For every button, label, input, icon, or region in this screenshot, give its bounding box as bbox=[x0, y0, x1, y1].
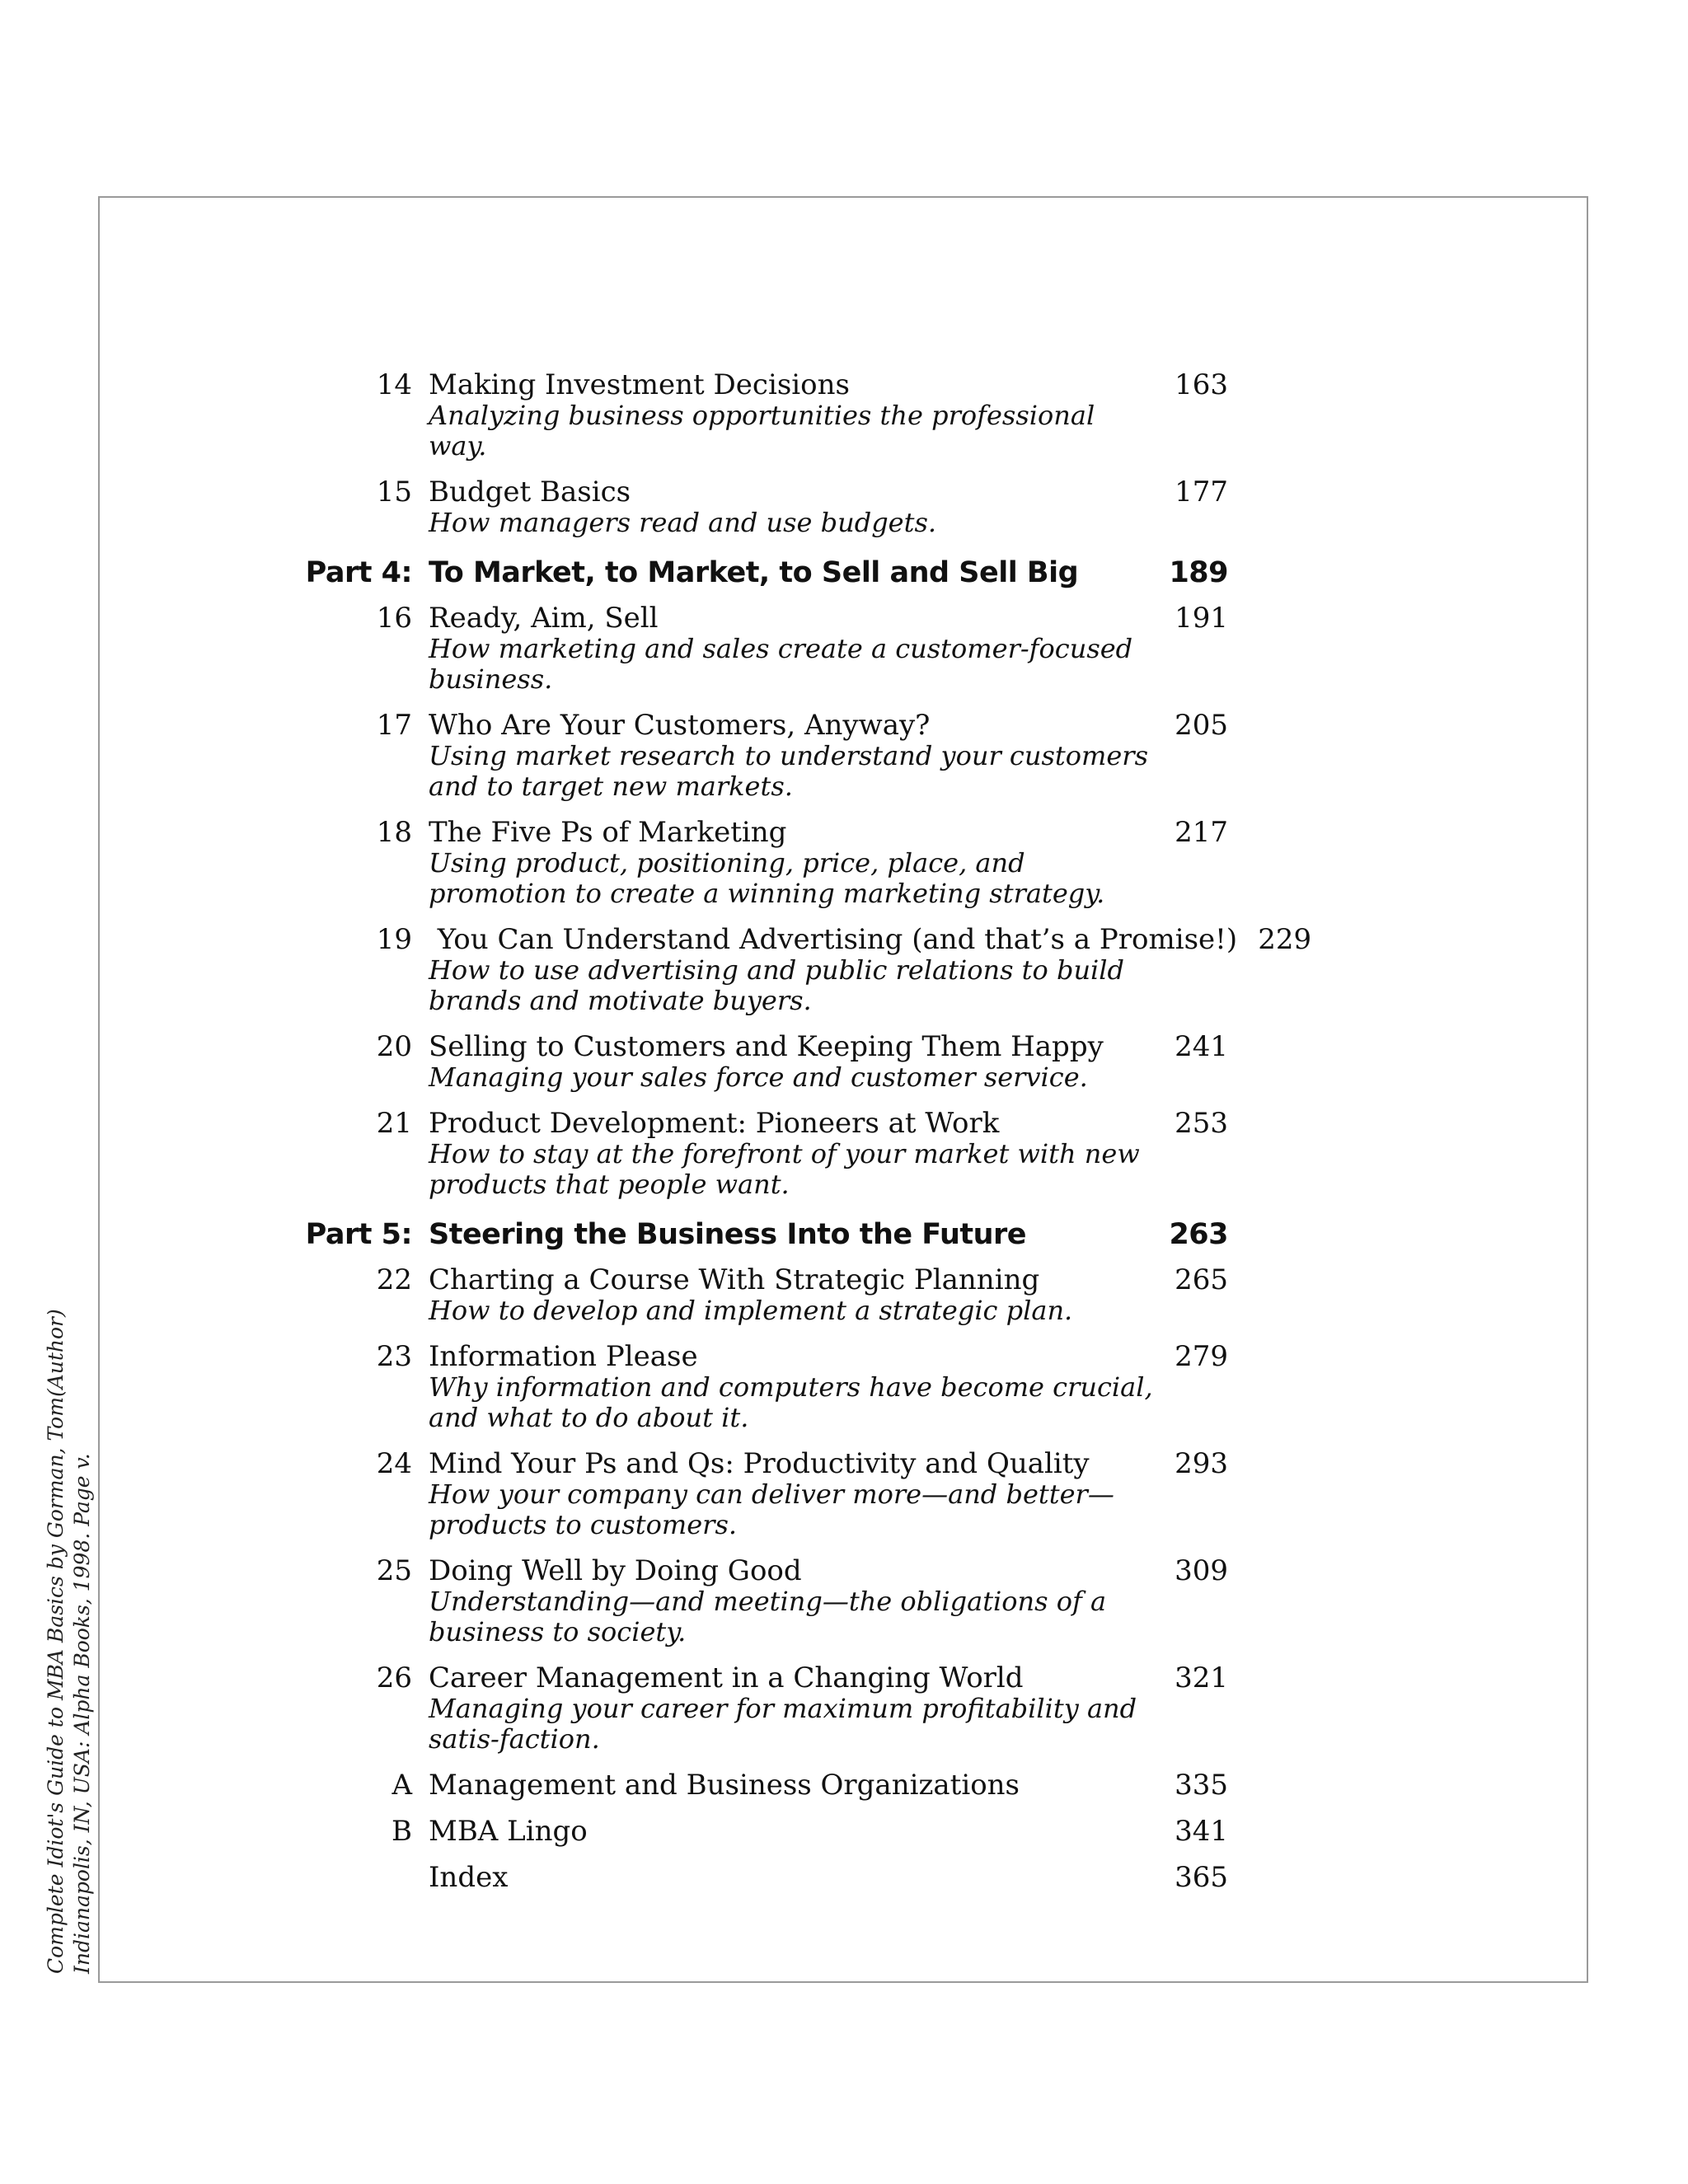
toc-entry-appendix-a bbox=[305, 1769, 1228, 1801]
chapter-number: 18 bbox=[376, 816, 412, 849]
chapter-description: How to stay at the forefront of your market with new products that people want. bbox=[429, 1138, 1140, 1200]
toc-entry-14 bbox=[305, 369, 1228, 462]
chapter-page: 177 bbox=[1175, 476, 1228, 509]
appendix-letter: B bbox=[392, 1815, 412, 1848]
chapter-title: Ready, Aim, Sell bbox=[429, 602, 659, 635]
chapter-description: Using market research to understand your customers and to target new markets. bbox=[429, 740, 1148, 802]
chapter-page: 163 bbox=[1175, 368, 1228, 401]
chapter-number: 24 bbox=[376, 1447, 412, 1480]
appendix-page: 335 bbox=[1175, 1769, 1228, 1802]
chapter-title: Budget Basics bbox=[429, 476, 631, 509]
chapter-number: 23 bbox=[376, 1340, 412, 1373]
index-page: 365 bbox=[1175, 1861, 1228, 1894]
part-label: Part 5: bbox=[305, 1218, 412, 1251]
toc-entry-26 bbox=[305, 1662, 1228, 1755]
appendix-letter: A bbox=[392, 1769, 412, 1802]
chapter-page: 241 bbox=[1175, 1030, 1228, 1063]
part-page: 189 bbox=[1169, 556, 1228, 589]
chapter-number: 25 bbox=[376, 1554, 412, 1587]
chapter-title: Selling to Customers and Keeping Them Happy bbox=[429, 1030, 1104, 1063]
chapter-number: 20 bbox=[376, 1030, 412, 1063]
chapter-description: How to use advertising and public relations to build brands and motivate buyers. bbox=[429, 954, 1124, 1016]
chapter-description: How to develop and implement a strategic plan. bbox=[429, 1295, 1073, 1326]
chapter-number: 19 bbox=[376, 923, 412, 956]
toc-entry-18 bbox=[305, 817, 1228, 909]
chapter-page: 309 bbox=[1175, 1554, 1228, 1587]
toc-entry-25 bbox=[305, 1555, 1228, 1647]
appendix-page: 341 bbox=[1175, 1815, 1228, 1848]
toc-entry-23 bbox=[305, 1341, 1228, 1433]
chapter-page: 253 bbox=[1175, 1107, 1228, 1140]
chapter-page: 205 bbox=[1175, 709, 1228, 742]
index-title: Index bbox=[429, 1861, 509, 1894]
chapter-title: Doing Well by Doing Good bbox=[429, 1554, 802, 1587]
part-4-heading bbox=[305, 555, 1228, 591]
chapter-page: 191 bbox=[1175, 602, 1228, 635]
part-label: Part 4: bbox=[305, 556, 412, 589]
chapter-title: You Can Understand Advertising (and that’s a Promise!) bbox=[429, 923, 1238, 956]
side-citation bbox=[43, 1309, 96, 1974]
citation-line-2: Indianapolis, IN, USA: Alpha Books, 1998. Page v. bbox=[70, 1453, 94, 1974]
chapter-description: Understanding—and meeting—the obligations of a business to society. bbox=[429, 1586, 1107, 1647]
chapter-title: The Five Ps of Marketing bbox=[429, 816, 787, 849]
chapter-number: 15 bbox=[376, 476, 412, 509]
toc-entry-16 bbox=[305, 602, 1228, 695]
part-title: Steering the Business Into the Future bbox=[429, 1218, 1027, 1251]
toc-entry-22 bbox=[305, 1264, 1228, 1326]
chapter-number: 21 bbox=[376, 1107, 412, 1140]
toc-entry-appendix-b bbox=[305, 1816, 1228, 1847]
part-page: 263 bbox=[1169, 1218, 1228, 1251]
chapter-description: How marketing and sales create a customer-focused business. bbox=[429, 633, 1133, 695]
chapter-title: Who Are Your Customers, Anyway? bbox=[429, 709, 931, 742]
toc-entry-21 bbox=[305, 1108, 1228, 1200]
chapter-description: Analyzing business opportunities the professional way. bbox=[429, 400, 1095, 462]
chapter-number: 17 bbox=[376, 709, 412, 742]
chapter-page: 265 bbox=[1175, 1263, 1228, 1296]
chapter-page: 321 bbox=[1175, 1661, 1228, 1694]
chapter-title: Mind Your Ps and Qs: Productivity and Quality bbox=[429, 1447, 1090, 1480]
chapter-number: 26 bbox=[376, 1661, 412, 1694]
toc-entry-24 bbox=[305, 1448, 1228, 1540]
toc-entry-index bbox=[305, 1862, 1228, 1893]
chapter-title: Making Investment Decisions bbox=[429, 368, 850, 401]
chapter-description: Managing your career for maximum profitability and satis-faction. bbox=[429, 1693, 1137, 1755]
chapter-number: 22 bbox=[376, 1263, 412, 1296]
appendix-title: Management and Business Organizations bbox=[429, 1769, 1020, 1802]
table-of-contents bbox=[305, 368, 1312, 1908]
part-5-heading bbox=[305, 1216, 1228, 1253]
chapter-number: 16 bbox=[376, 602, 412, 635]
chapter-title: Information Please bbox=[429, 1340, 698, 1373]
chapter-title: Product Development: Pioneers at Work bbox=[429, 1107, 1000, 1140]
chapter-page: 293 bbox=[1175, 1447, 1228, 1480]
toc-entry-15 bbox=[305, 476, 1228, 538]
appendix-title: MBA Lingo bbox=[429, 1815, 588, 1848]
chapter-description: Using product, positioning, price, place, and promotion to create a winning marketing strategy. bbox=[429, 847, 1105, 909]
chapter-description: How managers read and use budgets. bbox=[429, 507, 937, 538]
chapter-page: 229 bbox=[1258, 923, 1312, 956]
chapter-description: Why information and computers have become crucial, and what to do about it. bbox=[429, 1371, 1153, 1433]
chapter-title: Charting a Course With Strategic Planning bbox=[429, 1263, 1040, 1296]
chapter-page: 279 bbox=[1175, 1340, 1228, 1373]
chapter-description: How your company can deliver more—and better—products to customers. bbox=[429, 1479, 1114, 1540]
chapter-title: Career Management in a Changing World bbox=[429, 1661, 1024, 1694]
toc-entry-19 bbox=[305, 923, 1312, 1016]
part-title: To Market, to Market, to Sell and Sell Big bbox=[429, 556, 1079, 589]
chapter-description: Managing your sales force and customer service. bbox=[429, 1062, 1088, 1093]
toc-entry-20 bbox=[305, 1031, 1228, 1093]
toc-entry-17 bbox=[305, 710, 1228, 802]
citation-line-1: Complete Idiot's Guide to MBA Basics by Gorman, Tom(Author) bbox=[44, 1309, 68, 1974]
chapter-page: 217 bbox=[1175, 816, 1228, 849]
chapter-number: 14 bbox=[376, 368, 412, 401]
